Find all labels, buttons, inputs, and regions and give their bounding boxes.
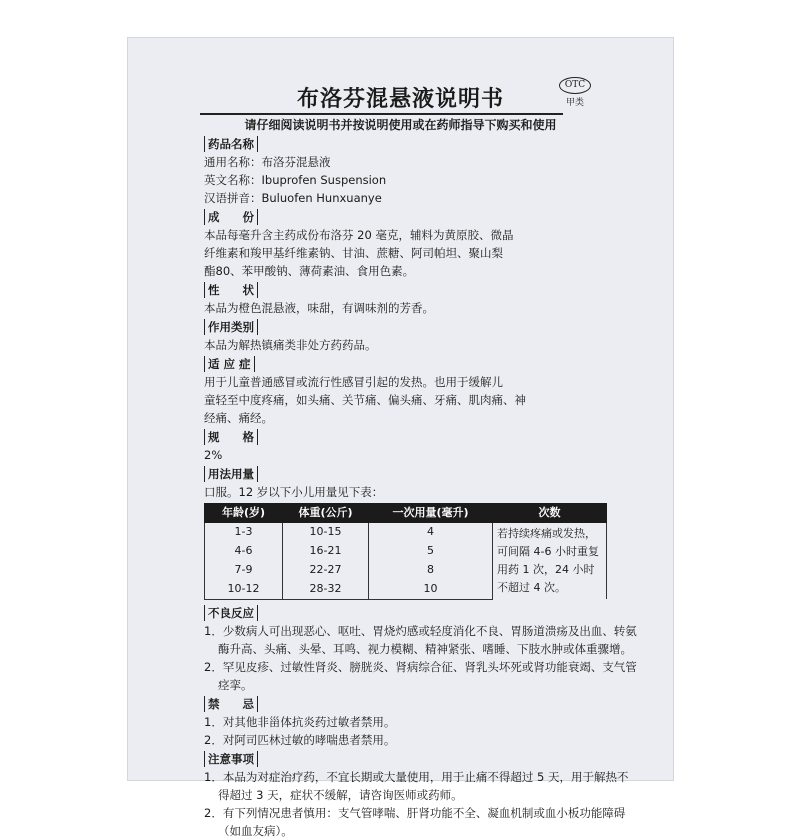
composition-line: 酯80、苯甲酸钠、薄荷素油、食用色素。: [204, 264, 415, 278]
section-heading-indications: 适 应 症: [204, 356, 255, 372]
table-row: [205, 523, 607, 542]
column-header-dose: 一次用量(毫升): [369, 504, 493, 523]
section-heading-composition: 成 份: [204, 209, 258, 225]
indications-line: 童轻至中度疼痛，如头痛、关节痛、偏头痛、牙痛、肌肉痛、神: [204, 393, 526, 407]
age-cell: 10-12: [205, 580, 283, 599]
precaution-item: 2．有下列情况患者慎用：支气管哮喘、肝肾功能不全、凝血机制或血小板功能障碍（如血友病）。: [204, 805, 626, 838]
composition-line: 纤维素和羧甲基纤维素钠、甘油、蔗糖、阿司帕坦、聚山梨: [204, 246, 503, 260]
description-text: 本品为橙色混悬液，味甜，有调味剂的芳香。: [204, 301, 434, 315]
leaflet-content: [204, 134, 639, 840]
precaution-item: 1．本品为对症治疗药，不宜长期或大量使用，用于止痛不得超过 5 天，用于解热不得超过 3 天，症状不缓解，请咨询医师或药师。: [204, 769, 629, 802]
frequency-cell: 若持续疼痛或发热，可间隔 4-6 小时重复用药 1 次，24 小时不超过 4 次。: [493, 523, 607, 600]
weight-cell: 22-27: [283, 561, 369, 580]
indications-line: 经痛、痛经。: [204, 411, 273, 425]
dose-cell: 8: [369, 561, 493, 580]
pinyin-name: 汉语拼音：Buluofen Hunxuanye: [204, 191, 382, 205]
title-rule: [200, 113, 563, 115]
usage-notice: 请仔细阅读说明书并按说明使用或在药师指导下购买和使用: [244, 118, 557, 132]
category-text: 本品为解热镇痛类非处方药药品。: [204, 338, 377, 352]
section-heading-category: 作用类别: [204, 319, 258, 335]
dosage-table: [204, 503, 607, 600]
section-heading-precautions: 注意事项: [204, 751, 258, 767]
adverse-item: 1．少数病人可出现恶心、呕吐、胃烧灼感或轻度消化不良、胃肠道溃疡及出血、转氨酶升高、头痛、头晕、耳鸣、视力模糊、精神紧张、嗜睡、下肢水肿或体重骤增。: [204, 623, 637, 656]
age-cell: 4-6: [205, 542, 283, 561]
otc-badge: [559, 77, 591, 109]
column-header-age: 年龄(岁): [205, 504, 283, 523]
dose-cell: 10: [369, 580, 493, 599]
age-cell: 1-3: [205, 523, 283, 542]
specification-text: 2%: [204, 448, 223, 462]
otc-label: OTC: [559, 77, 591, 94]
dosage-intro: 口服。12 岁以下小儿用量见下表：: [204, 485, 384, 499]
generic-name: 通用名称：布洛芬混悬液: [204, 155, 331, 169]
section-heading-adverse: 不良反应: [204, 605, 258, 621]
dosage-table-header: [205, 504, 607, 523]
section-heading-contraindications: 禁 忌: [204, 696, 258, 712]
section-heading-dosage: 用法用量: [204, 466, 258, 482]
dose-cell: 4: [369, 523, 493, 542]
column-header-weight: 体重(公斤): [283, 504, 369, 523]
weight-cell: 16-21: [283, 542, 369, 561]
document-title: 布洛芬混悬液说明书: [296, 87, 504, 112]
indications-line: 用于儿童普通感冒或流行性感冒引起的发热。也用于缓解儿: [204, 375, 503, 389]
section-heading-specification: 规 格: [204, 429, 258, 445]
english-name: 英文名称：Ibuprofen Suspension: [204, 173, 387, 187]
dose-cell: 5: [369, 542, 493, 561]
section-heading-name: 药品名称: [204, 136, 258, 152]
contraindication-item: 1．对其他非甾体抗炎药过敏者禁用。: [204, 714, 396, 729]
column-header-frequency: 次数: [493, 504, 607, 523]
contraindication-item: 2．对阿司匹林过敏的哮喘患者禁用。: [204, 732, 396, 747]
weight-cell: 28-32: [283, 580, 369, 599]
section-heading-description: 性 状: [204, 282, 258, 298]
composition-line: 本品每毫升含主药成份布洛芬 20 毫克，辅料为黄原胶、微晶: [204, 228, 514, 242]
leaflet-sheet: [128, 38, 673, 838]
otc-class: 甲类: [565, 98, 584, 108]
age-cell: 7-9: [205, 561, 283, 580]
adverse-item: 2．罕见皮疹、过敏性肾炎、膀胱炎、肾病综合征、肾乳头坏死或肾功能衰竭、支气管痉挛。: [204, 659, 637, 692]
weight-cell: 10-15: [283, 523, 369, 542]
